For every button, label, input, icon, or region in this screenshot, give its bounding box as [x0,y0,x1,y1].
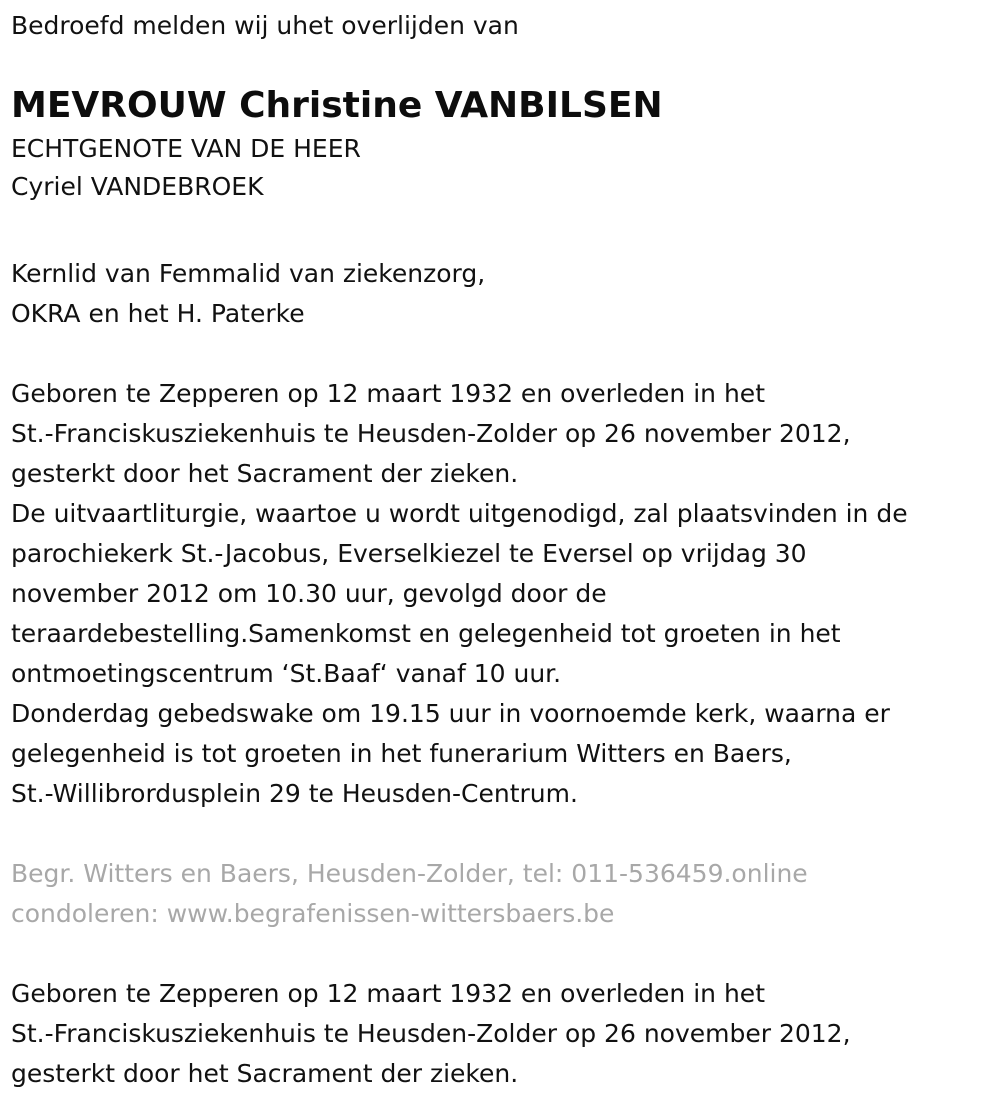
details-line: gesterkt door het Sacrament der zieken. [11,459,519,488]
details-line: St.-Franciskusziekenhuis te Heusden-Zolder op 26 november 2012, [11,419,851,448]
details-line: Donderdag gebedswake om 19.15 uur in voornoemde kerk, waarna er [11,699,890,728]
repeat-line: Geboren te Zepperen op 12 maart 1932 en overleden in het [11,979,765,1008]
deceased-name: MEVROUW Christine VANBILSEN [11,85,663,126]
funeral-details-paragraph [11,374,908,814]
details-line: gelegenheid is tot groeten in het funerarium Witters en Baers, [11,739,792,768]
funeral-home-contact: Begr. Witters en Baers, Heusden-Zolder, tel: 011-536459.online [11,859,808,888]
spouse-name: Cyriel VANDEBROEK [11,172,264,201]
details-line: ontmoetingscentrum ‘St.Baaf‘ vanaf 10 uur. [11,659,562,688]
details-line: november 2012 om 10.30 uur, gevolgd door de [11,579,607,608]
details-line: Geboren te Zepperen op 12 maart 1932 en overleden in het [11,379,765,408]
details-line: parochiekerk St.-Jacobus, Everselkiezel te Eversel op vrijdag 30 [11,539,807,568]
repeat-line: St.-Franciskusziekenhuis te Heusden-Zolder op 26 november 2012, [11,1019,851,1048]
membership-line: OKRA en het H. Paterke [11,299,305,328]
details-line: St.-Willibrordusplein 29 te Heusden-Centrum. [11,779,578,808]
intro-text [11,6,519,46]
funeral-home-note [11,854,808,934]
condolence-website: condoleren: www.begrafenissen-wittersbaers.be [11,899,615,928]
spouse-title: ECHTGENOTE VAN DE HEER [11,134,361,163]
name-block [11,83,663,205]
details-line: De uitvaartliturgie, waartoe u wordt uitgenodigd, zal plaatsvinden in de [11,499,908,528]
intro-line: Bedroefd melden wij uhet overlijden van [11,11,519,40]
birth-death-paragraph-repeat [11,974,851,1094]
repeat-line: gesterkt door het Sacrament der zieken. [11,1059,519,1088]
details-line: teraardebestelling.Samenkomst en gelegenheid tot groeten in het [11,619,841,648]
membership-paragraph [11,254,485,334]
membership-line: Kernlid van Femmalid van ziekenzorg, [11,259,486,288]
